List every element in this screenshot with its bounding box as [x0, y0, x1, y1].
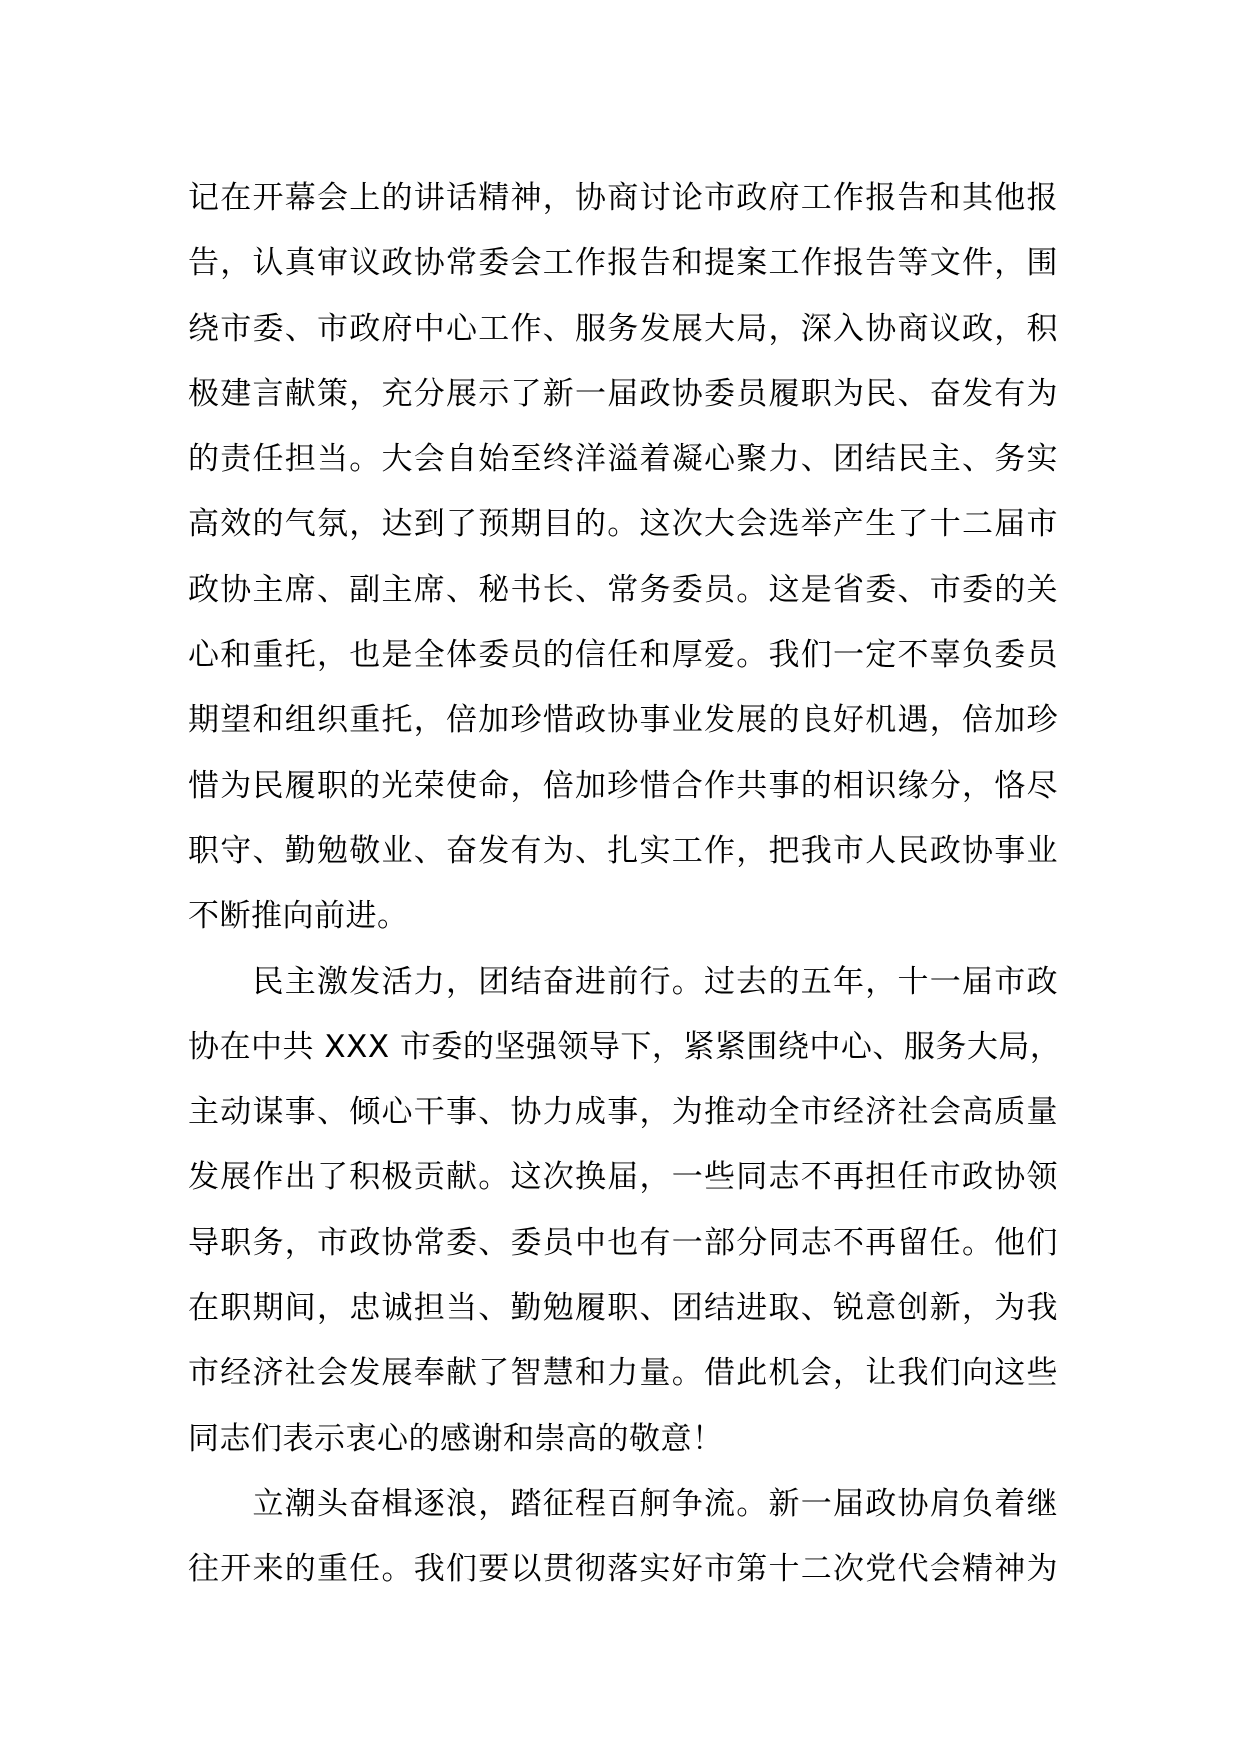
text-line: 立潮头奋楫逐浪，踏征程百舸争流。新一届政协肩负着继 — [188, 1485, 1058, 1522]
text-line: 不断推向前进。 — [188, 898, 409, 935]
text-line: 记在开幕会上的讲话精神，协商讨论市政府工作报告和其他报 — [188, 180, 1058, 216]
text-line: 同志们表示衷心的感谢和崇高的敬意！ — [188, 1420, 724, 1457]
text-line: 绕市委、市政府中心工作、服务发展大局，深入协商议政，积 — [188, 310, 1058, 347]
paragraph-2 — [188, 950, 1062, 1472]
paragraph-3 — [188, 1472, 1058, 1603]
text-line: 发展作出了积极贡献。这次换届，一些同志不再担任市政协领 — [188, 1159, 1058, 1196]
text-line: 市经济社会发展奉献了智慧和力量。借此机会，让我们向这些 — [188, 1355, 1058, 1392]
text-line: 导职务，市政协常委、委员中也有一部分同志不再留任。他们 — [188, 1224, 1058, 1261]
text-line: 协在中共 XXX 市委的坚强领导下，紧紧围绕中心、服务大局， — [188, 1028, 1062, 1065]
text-line: 往开来的重任。我们要以贯彻落实好市第十二次党代会精神为 — [188, 1551, 1058, 1588]
paragraph-1 — [188, 166, 1058, 950]
text-line: 主动谋事、倾心干事、协力成事，为推动全市经济社会高质量 — [188, 1094, 1058, 1131]
text-line: 惜为民履职的光荣使命，倍加珍惜合作共事的相识缘分，恪尽 — [188, 767, 1058, 804]
text-line: 的责任担当。大会自始至终洋溢着凝心聚力、团结民主、务实 — [188, 441, 1058, 478]
text-line: 心和重托，也是全体委员的信任和厚爱。我们一定不辜负委员 — [188, 637, 1058, 674]
text-line: 在职期间，忠诚担当、勤勉履职、团结进取、锐意创新，为我 — [188, 1290, 1058, 1327]
text-line: 高效的气氛，达到了预期目的。这次大会选举产生了十二届市 — [188, 506, 1058, 543]
text-line: 职守、勤勉敬业、奋发有为、扎实工作，把我市人民政协事业 — [188, 832, 1058, 869]
text-line: 民主激发活力，团结奋进前行。过去的五年，十一届市政 — [188, 963, 1058, 1000]
text-line: 告，认真审议政协常委会工作报告和提案工作报告等文件，围 — [188, 245, 1058, 282]
text-line: 极建言献策，充分展示了新一届政协委员履职为民、奋发有为 — [188, 375, 1058, 412]
text-line: 政协主席、副主席、秘书长、常务委员。这是省委、市委的关 — [188, 571, 1058, 608]
text-line: 期望和组织重托，倍加珍惜政协事业发展的良好机遇，倍加珍 — [188, 702, 1058, 739]
document-body — [188, 166, 1062, 1603]
